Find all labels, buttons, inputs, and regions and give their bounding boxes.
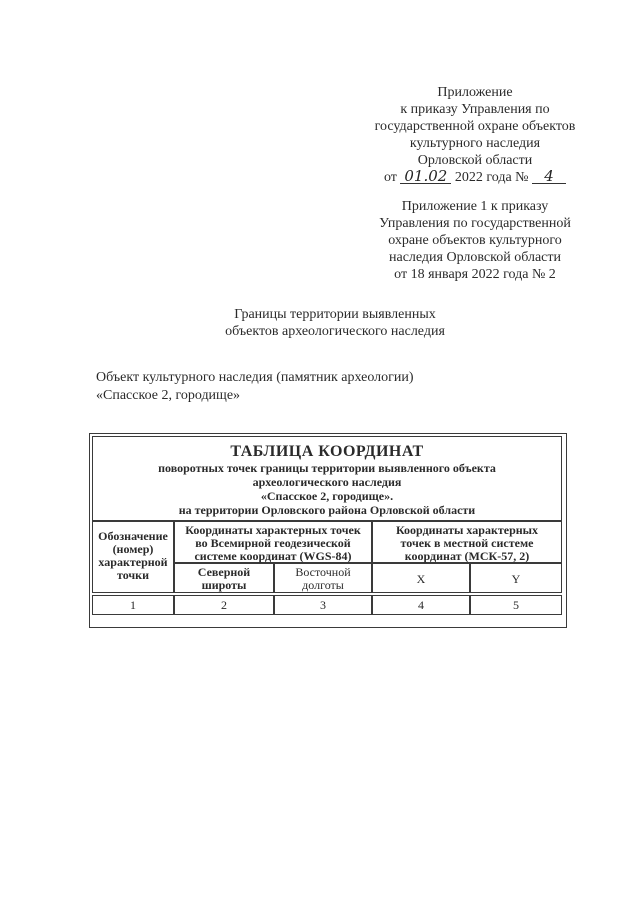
date-prefix: от	[383, 170, 397, 185]
column-header-line: во Всемирной геодезической	[195, 536, 351, 550]
column-number: 1	[92, 595, 174, 615]
table-header	[92, 436, 562, 521]
appendix-1-line: охране объектов культурного	[388, 233, 562, 248]
column-header-line: широты	[201, 578, 247, 592]
boundaries-title	[190, 306, 480, 340]
appendix-order-block	[360, 84, 590, 186]
column-header-y: Y	[470, 563, 562, 593]
column-header-line: точки	[116, 568, 150, 582]
appendix-line: культурного наследия	[409, 136, 541, 151]
appendix-1-line: Управления по государственной	[379, 216, 571, 231]
appendix-1-line: от 18 января 2022 года № 2	[394, 267, 556, 282]
column-header-wgs	[174, 521, 372, 563]
column-header-north	[174, 563, 274, 593]
handwritten-number: 4	[532, 169, 566, 184]
column-header-line: системе координат (WGS-84)	[194, 549, 352, 563]
column-header-line: Северной	[197, 565, 251, 579]
column-header-line: характерной	[98, 555, 168, 569]
table-title: ТАБЛИЦА КООРДИНАТ	[230, 443, 424, 460]
column-header-east	[274, 563, 372, 593]
column-header-line: Координаты характерных точек	[185, 523, 361, 537]
column-header-msk	[372, 521, 562, 563]
order-date-line	[360, 169, 590, 186]
column-number: 4	[372, 595, 470, 615]
column-header-line: Координаты характерных	[395, 523, 539, 537]
column-header-line: Восточной	[295, 565, 351, 579]
column-header-line: Обозначение	[98, 529, 168, 543]
appendix-line: государственной охране объектов	[374, 119, 576, 134]
boundaries-title-line: объектов археологического наследия	[225, 324, 445, 339]
column-number: 5	[470, 595, 562, 615]
table-subtitle-line: «Спасское 2, городище».	[260, 489, 394, 503]
date-suffix: 2022 года №	[454, 170, 529, 185]
column-number: 3	[274, 595, 372, 615]
table-subtitle-line: поворотных точек границы территории выявленного объекта	[158, 461, 496, 475]
table-subtitle-line: на территории Орловского района Орловской области	[178, 503, 476, 517]
column-header-line: координат (МСК-57, 2)	[404, 549, 530, 563]
column-header-x: X	[372, 563, 470, 593]
coordinates-table	[89, 433, 567, 628]
object-line: «Спасское 2, городище»	[96, 388, 241, 403]
appendix-1-block	[360, 198, 590, 283]
table-subtitle-line: археологического наследия	[252, 475, 402, 489]
column-header-line: (номер)	[112, 542, 154, 556]
boundaries-title-line: Границы территории выявленных	[234, 307, 436, 322]
appendix-line: к приказу Управления по	[400, 102, 550, 117]
object-line: Объект культурного наследия (памятник археологии)	[96, 370, 414, 385]
table-subtitle	[93, 461, 561, 517]
column-header-line: долготы	[302, 578, 344, 592]
appendix-line: Орловской области	[417, 153, 533, 168]
column-number: 2	[174, 595, 274, 615]
appendix-1-line: Приложение 1 к приказу	[401, 199, 549, 214]
appendix-1-line: наследия Орловской области	[388, 250, 562, 265]
column-header-line: точек в местной системе	[400, 536, 534, 550]
appendix-line: Приложение	[437, 85, 513, 100]
object-name	[96, 369, 414, 405]
column-header-point	[92, 521, 174, 593]
handwritten-date: 01.02	[400, 169, 451, 184]
